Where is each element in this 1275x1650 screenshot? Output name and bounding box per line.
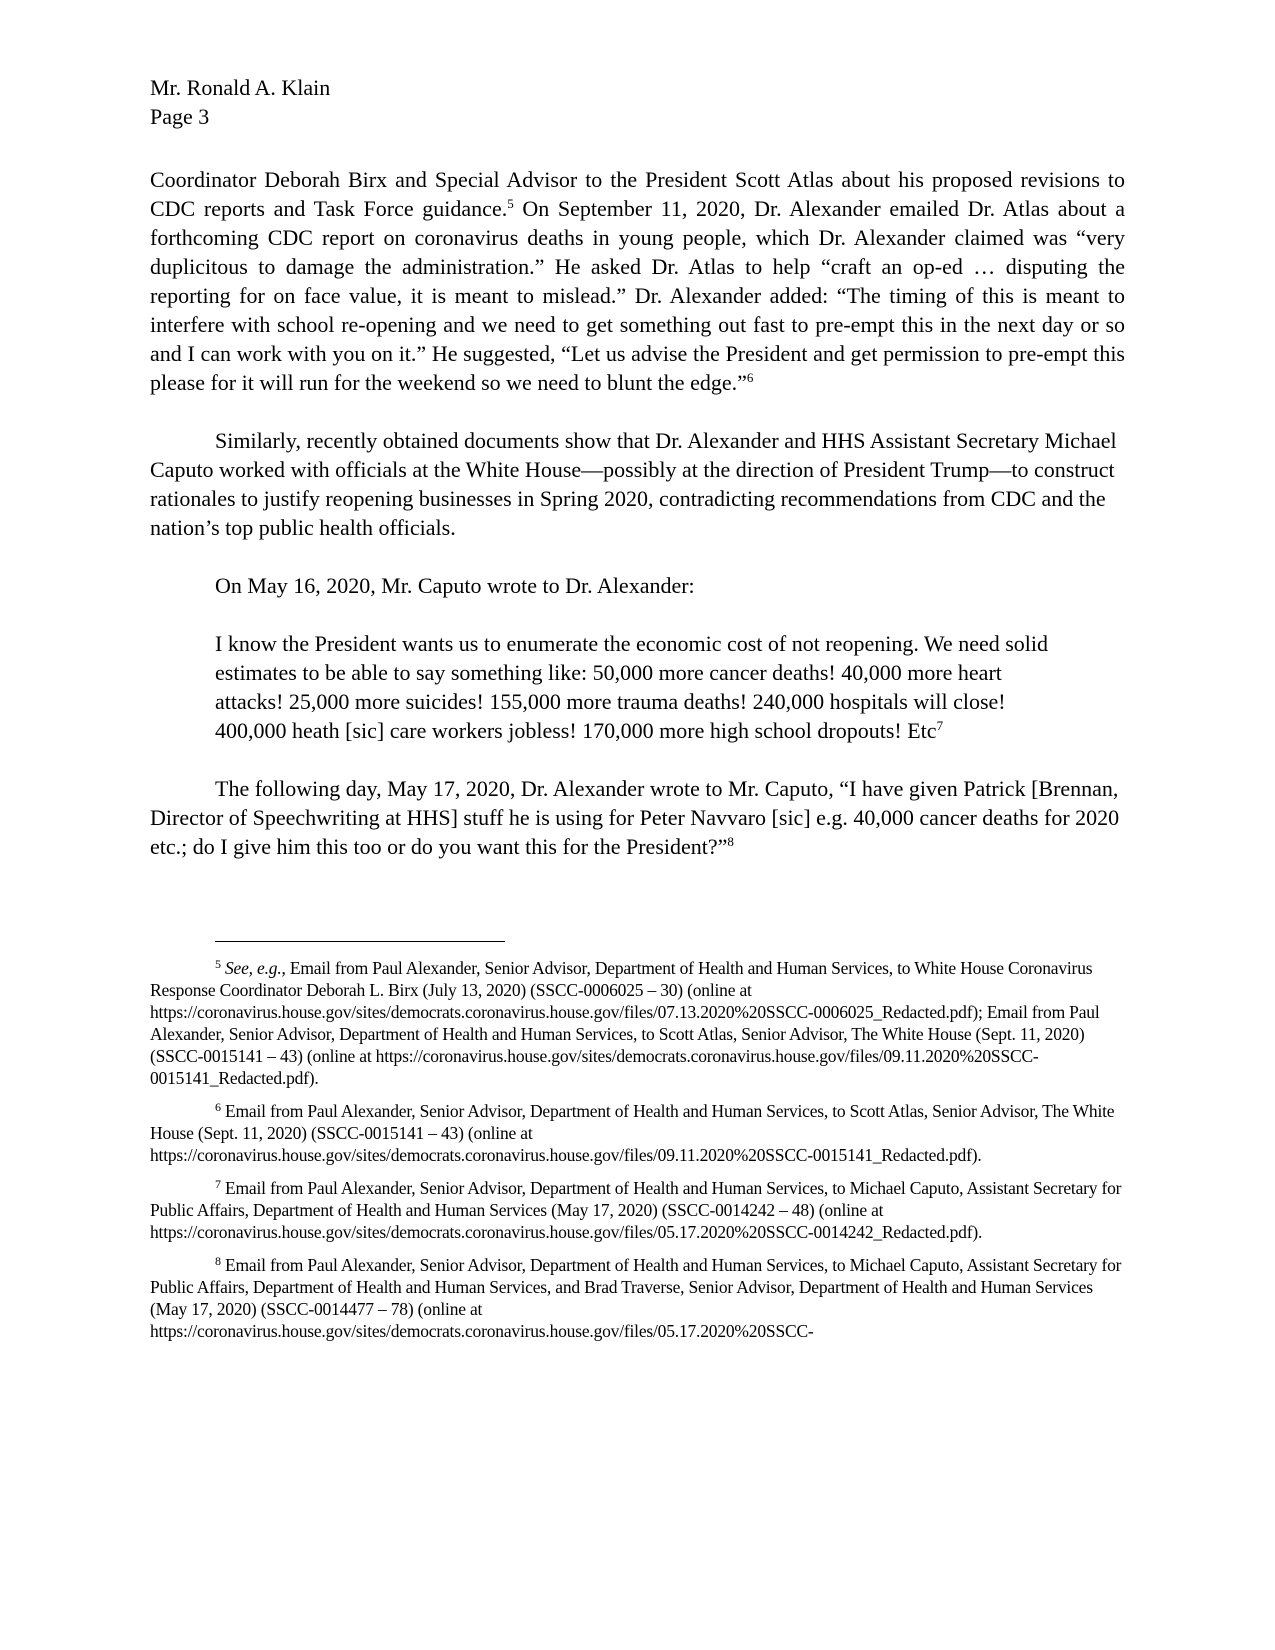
footnote-ref-8[interactable]: 8: [727, 834, 734, 849]
footnote-ref-7[interactable]: 7: [936, 718, 944, 733]
footnote-ref-6[interactable]: 6: [746, 370, 754, 385]
footnote-7: $^7$ Email from Paul Alexander, Senior Advisor, Department of Health and Human Services, to Michael Caputo, Assistant Secretary for Public Affairs, Department of Health and Human Services (May 17, 2020) (SSCC-0014242 – 48) (online at https://coronavirus.house.gov/sites/democrats.coronavirus.house.gov/files/05.17.2020%20SSCC-0014242_Redacted.pdf).: [150, 1177, 1122, 1242]
footnote-separator: [215, 941, 505, 942]
letter-body: [150, 165, 1125, 861]
page-number: Page 3: [150, 104, 210, 129]
footnote-8: $^8$ Email from Paul Alexander, Senior Advisor, Department of Health and Human Services, to Michael Caputo, Assistant Secretary for Public Affairs, Department of Health and Human Services, and Brad Traverse, Senior Advisor, Department of Health and Human Services (May 17, 2020) (SSCC-0014477 – 78) (online at https://coronavirus.house.gov/sites/democrats.coronavirus.house.gov/files/05.17.2020%20SSCC-: [150, 1254, 1122, 1341]
addressee-line: Mr. Ronald A. Klain: [150, 75, 331, 100]
paragraph-following-day: The following day, May 17, 2020, Dr. Alexander wrote to Mr. Caputo, “I have given Patrick [Brennan, Director of Speechwriting at HHS] stuff he is using for Peter Navvaro [sic] e.g. 40,000 cancer deaths for 2020 etc.; do I give him this too or do you want this for the President?”$^8$: [150, 776, 1120, 859]
letter-header: [150, 73, 330, 131]
footnotes: [150, 957, 1125, 1353]
footnote-5: $^5$ See, e.g., Email from Paul Alexander, Senior Advisor, Department of Health and Human Services, to White House Coronavirus Response Coordinator Deborah L. Birx (July 13, 2020) (SSCC-0006025 – 30) (online at https://coronavirus.house.gov/sites/democrats.coronavirus.house.gov/files/07.13.2020%20SSCC-0006025_Redacted.pdf); Email from Paul Alexander, Senior Advisor, Department of Health and Human Services, to Scott Atlas, Senior Advisor, The White House (Sept. 11, 2020) (SSCC-0015141 – 43) (online at https://coronavirus.house.gov/sites/democrats.coronavirus.house.gov/files/09.11.2020%20SSCC-0015141_Redacted.pdf).: [150, 957, 1100, 1088]
paragraph-continuation: Coordinator Deborah Birx and Special Advisor to the President Scott Atlas about his proposed revisions to CDC reports and Task Force guidance.$^5$ On September 11, 2020, Dr. Alexander emailed Dr. Atlas about a forthcoming CDC report on coronavirus deaths in young people, which Dr. Alexander claimed was “very duplicitous to damage the administration.” He asked Dr. Atlas to help “craft an op-ed … disputing the reporting for on face value, it is meant to mislead.” Dr. Alexander added: “The timing of this is meant to interfere with school re-opening and we need to get something out fast to pre-empt this in the next day or so and I can work with you on it.” He suggested, “Let us advise the President and get permission to pre-empt this please for it will run for the weekend so we need to blunt the edge.”$^6$: [150, 167, 1126, 395]
footnote-6: $^6$ Email from Paul Alexander, Senior Advisor, Department of Health and Human Services, to Scott Atlas, Senior Advisor, The White House (Sept. 11, 2020) (SSCC-0015141 – 43) (online at https://coronavirus.house.gov/sites/democrats.coronavirus.house.gov/files/09.11.2020%20SSCC-0015141_Redacted.pdf).: [150, 1100, 1115, 1165]
footnote-ref-5[interactable]: 5: [507, 196, 514, 211]
block-quote: I know the President wants us to enumerate the economic cost of not reopening. We need solid estimates to be able to say something like: 50,000 more cancer deaths! 40,000 more heart attacks! 25,000 more suicides! 155,000 more trauma deaths! 240,000 hospitals will close! 400,000 heath [sic] care workers jobless! 170,000 more high school dropouts! Etc$^7$: [215, 631, 1049, 743]
paragraph-caputo-wrote: On May 16, 2020, Mr. Caputo wrote to Dr. Alexander:: [215, 573, 695, 598]
paragraph-similarly: Similarly, recently obtained documents show that Dr. Alexander and HHS Assistant Secretary Michael Caputo worked with officials at the White House—possibly at the direction of President Trump—to construct rationales to justify reopening businesses in Spring 2020, contradicting recommendations from CDC and the nation’s top public health officials.: [150, 428, 1117, 540]
